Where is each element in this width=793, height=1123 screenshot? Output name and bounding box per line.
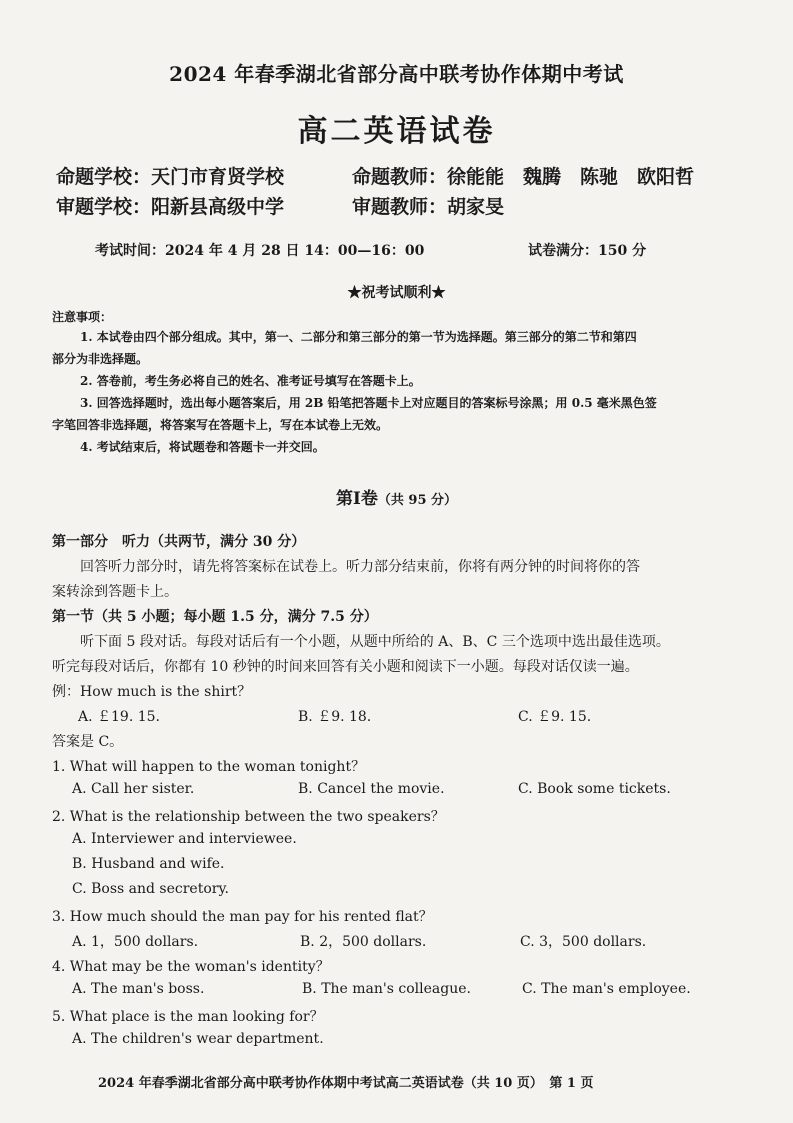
note-item-2: 2. 答卷前，考生务必将自己的姓名、准考证号填写在答题卡上。	[80, 374, 421, 388]
example-question: 例：How much is the shirt？	[52, 684, 252, 700]
volume-heading	[0, 484, 793, 509]
question-1: 1. What will happen to the woman tonight？	[52, 759, 366, 775]
reviewer-school: 审题学校：阳新县高级中学	[56, 196, 285, 218]
good-luck-banner: ★祝考试顺利★	[347, 285, 446, 301]
question-1-option-b: B. Cancel the movie.	[298, 781, 445, 797]
example-option-a: A. ￡19. 15.	[78, 709, 160, 725]
setter-teachers: 命题教师：徐能能 魏腾 陈驰 欧阳哲	[352, 166, 695, 188]
note-item-1-line-2: 部分为非选择题。	[52, 352, 149, 366]
section1-instructions-line-1: 听下面 5 段对话。每段对话后有一个小题，从题中所给的 A、B、C 三个选项中选出最佳选项。	[80, 634, 670, 650]
part1-intro-line-2: 案转涂到答题卡上。	[52, 584, 178, 600]
part1-heading: 第一部分 听力（共两节，满分 30 分）	[52, 534, 306, 550]
question-3-option-b: B. 2，500 dollars.	[300, 934, 427, 950]
paper-title: 高二英语试卷	[297, 114, 496, 149]
note-item-3-line-1: 3. 回答选择题时，选出每小题答案后，用 2B 铅笔把答题卡上对应题目的答案标号涂黑；用 0.5 毫米黑色签	[80, 396, 657, 410]
question-4: 4. What may be the woman's identity？	[52, 959, 330, 975]
question-4-option-a: A. The man's boss.	[72, 981, 205, 997]
exam-title: 2024 年春季湖北省部分高中联考协作体期中考试	[169, 62, 624, 86]
part1-intro-line-1: 回答听力部分时，请先将答案标在试卷上。听力部分结束前，你将有两分钟的时间将你的答	[80, 559, 640, 575]
question-2-option-c: C. Boss and secretory.	[72, 881, 229, 897]
question-2-option-a: A. Interviewer and interviewee.	[72, 831, 297, 847]
full-score: 试卷满分：150 分	[528, 243, 647, 259]
question-4-option-c: C. The man's employee.	[522, 981, 691, 997]
question-3-option-a: A. 1，500 dollars.	[72, 934, 199, 950]
page-footer: 2024 年春季湖北省部分高中联考协作体期中考试高二英语试卷（共 10 页） 第 1 页	[98, 1076, 594, 1091]
reviewer-teacher: 审题教师：胡家旻	[352, 196, 505, 218]
volume-label: 第Ⅰ卷	[335, 489, 378, 509]
question-5: 5. What place is the man looking for？	[52, 1009, 324, 1025]
volume-score: （共 95 分）	[377, 493, 458, 508]
question-3-option-c: C. 3，500 dollars.	[520, 934, 647, 950]
setter-school: 命题学校：天门市育贤学校	[56, 166, 285, 188]
notes-heading: 注意事项：	[52, 310, 113, 324]
section1-instructions-line-2: 听完每段对话后，你都有 10 秒钟的时间来回答有关小题和阅读下一小题。每段对话仅读一遍。	[52, 659, 639, 675]
question-3: 3. How much should the man pay for his rented flat？	[52, 909, 433, 925]
exam-time: 考试时间：2024 年 4 月 28 日 14：00—16：00	[95, 243, 425, 259]
example-option-c: C. ￡9. 15.	[518, 709, 592, 725]
example-answer: 答案是 C。	[52, 734, 124, 750]
question-4-option-b: B. The man's colleague.	[302, 981, 471, 997]
question-2: 2. What is the relationship between the two speakers？	[52, 809, 445, 825]
note-item-1-line-1: 1. 本试卷由四个部分组成。其中，第一、二部分和第三部分的第一节为选择题。第三部分的第二节和第四	[80, 330, 637, 344]
example-option-b: B. ￡9. 18.	[298, 709, 372, 725]
note-item-4: 4. 考试结束后，将试题卷和答题卡一并交回。	[80, 440, 325, 454]
question-5-option-a: A. The children's wear department.	[72, 1031, 324, 1047]
note-item-3-line-2: 字笔回答非选择题，将答案写在答题卡上，写在本试卷上无效。	[52, 418, 389, 432]
question-2-option-b: B. Husband and wife.	[72, 856, 225, 872]
question-1-option-c: C. Book some tickets.	[518, 781, 671, 797]
question-1-option-a: A. Call her sister.	[72, 781, 195, 797]
section1-heading: 第一节（共 5 小题；每小题 1.5 分，满分 7.5 分）	[52, 609, 378, 625]
